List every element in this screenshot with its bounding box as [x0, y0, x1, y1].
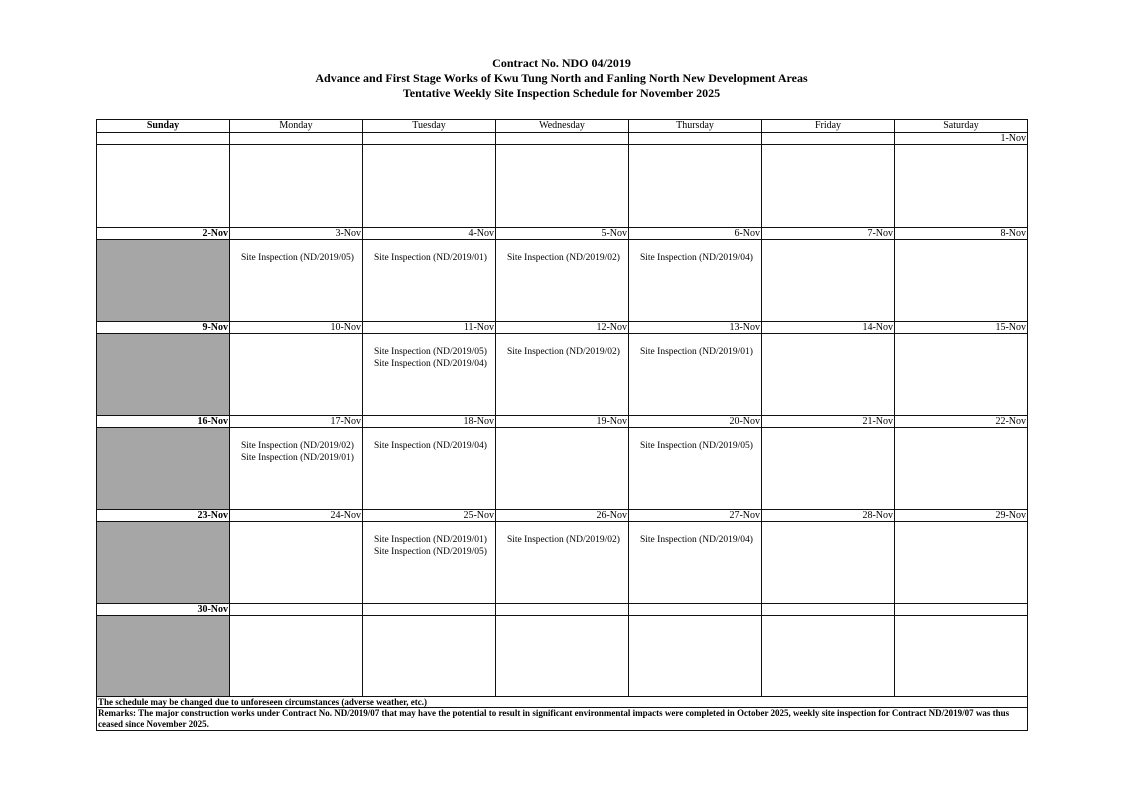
day-cell	[496, 145, 629, 228]
date-cell	[97, 133, 230, 145]
day-cell	[629, 145, 762, 228]
day-cell	[762, 240, 895, 322]
inspection-event: Site Inspection (ND/2019/04)	[640, 253, 753, 263]
day-cell	[496, 522, 629, 604]
day-cell	[230, 616, 363, 697]
date-cell: 10-Nov	[230, 322, 363, 334]
date-cell: 15-Nov	[895, 322, 1028, 334]
date-cell	[496, 133, 629, 145]
day-cell	[762, 428, 895, 510]
event-list	[629, 240, 761, 264]
day-cell	[363, 616, 496, 697]
date-cell	[230, 133, 363, 145]
weekday-header: Monday	[230, 120, 363, 133]
date-cell	[762, 604, 895, 616]
day-cell	[895, 428, 1028, 510]
event-list	[496, 522, 628, 546]
day-cell	[496, 616, 629, 697]
date-cell	[762, 133, 895, 145]
day-cell	[762, 522, 895, 604]
day-cell	[895, 616, 1028, 697]
calendar-table	[96, 119, 1028, 731]
date-cell: 5-Nov	[496, 228, 629, 240]
day-content-row	[97, 428, 1028, 510]
date-cell: 20-Nov	[629, 416, 762, 428]
sunday-shaded-cell	[97, 616, 230, 697]
sunday-shaded-cell	[97, 145, 230, 228]
date-cell: 19-Nov	[496, 416, 629, 428]
day-cell	[230, 428, 363, 510]
date-row	[97, 510, 1028, 522]
day-cell	[496, 334, 629, 416]
day-cell	[496, 240, 629, 322]
date-row	[97, 228, 1028, 240]
inspection-event: Site Inspection (ND/2019/02)	[507, 253, 620, 263]
sunday-shaded-cell	[97, 240, 230, 322]
date-cell: 18-Nov	[363, 416, 496, 428]
event-list	[363, 240, 495, 264]
date-cell: 1-Nov	[895, 133, 1028, 145]
day-cell	[363, 428, 496, 510]
weekday-header: Tuesday	[363, 120, 496, 133]
date-row	[97, 604, 1028, 616]
inspection-event: Site Inspection (ND/2019/04)	[374, 359, 487, 369]
inspection-event: Site Inspection (ND/2019/02)	[507, 535, 620, 545]
day-cell	[363, 522, 496, 604]
date-cell: 4-Nov	[363, 228, 496, 240]
day-content-row	[97, 145, 1028, 228]
inspection-event: Site Inspection (ND/2019/02)	[507, 347, 620, 357]
date-cell: 27-Nov	[629, 510, 762, 522]
event-list	[496, 240, 628, 264]
day-cell	[363, 240, 496, 322]
event-list	[629, 428, 761, 452]
date-cell: 28-Nov	[762, 510, 895, 522]
event-list	[363, 428, 495, 452]
day-cell	[230, 240, 363, 322]
remarks-row	[97, 708, 1028, 731]
sunday-shaded-cell	[97, 428, 230, 510]
day-cell	[363, 145, 496, 228]
day-cell	[230, 334, 363, 416]
event-list	[629, 522, 761, 546]
inspection-event: Site Inspection (ND/2019/01)	[374, 535, 487, 545]
day-cell	[230, 145, 363, 228]
date-cell	[496, 604, 629, 616]
day-cell	[496, 428, 629, 510]
event-list	[496, 334, 628, 358]
weekday-header: Friday	[762, 120, 895, 133]
event-list	[363, 522, 495, 558]
schedule-title: Tentative Weekly Site Inspection Schedule for November 2025	[402, 86, 721, 100]
day-cell	[762, 616, 895, 697]
contract-title: Contract No. NDO 04/2019	[492, 56, 631, 70]
date-cell: 2-Nov	[97, 228, 230, 240]
date-cell: 12-Nov	[496, 322, 629, 334]
date-cell: 26-Nov	[496, 510, 629, 522]
date-cell: 24-Nov	[230, 510, 363, 522]
day-cell	[363, 334, 496, 416]
date-cell: 30-Nov	[97, 604, 230, 616]
day-cell	[895, 240, 1028, 322]
date-row	[97, 322, 1028, 334]
date-cell: 9-Nov	[97, 322, 230, 334]
weekday-header-row	[97, 120, 1028, 133]
remarks-text: Remarks: The major construction works under Contract No. ND/2019/07 that may have the potential to result in significant environmental impacts were completed in October 2025, weekly site inspection for Contract ND/2019/07 was thus ceased since November 2025.	[97, 708, 1028, 731]
day-cell	[230, 522, 363, 604]
day-cell	[629, 428, 762, 510]
day-cell	[629, 334, 762, 416]
inspection-event: Site Inspection (ND/2019/01)	[241, 453, 354, 463]
date-cell: 13-Nov	[629, 322, 762, 334]
note-row	[97, 697, 1028, 708]
day-cell	[629, 522, 762, 604]
event-list	[629, 334, 761, 358]
date-cell: 22-Nov	[895, 416, 1028, 428]
weekday-header: Sunday	[97, 120, 230, 133]
sunday-shaded-cell	[97, 522, 230, 604]
day-content-row	[97, 240, 1028, 322]
date-cell: 17-Nov	[230, 416, 363, 428]
project-title: Advance and First Stage Works of Kwu Tung North and Fanling North New Development Areas	[315, 71, 808, 85]
date-cell: 21-Nov	[762, 416, 895, 428]
inspection-event: Site Inspection (ND/2019/05)	[374, 547, 487, 557]
weekday-header: Wednesday	[496, 120, 629, 133]
inspection-event: Site Inspection (ND/2019/01)	[374, 253, 487, 263]
inspection-event: Site Inspection (ND/2019/04)	[374, 441, 487, 451]
sunday-shaded-cell	[97, 334, 230, 416]
day-cell	[895, 334, 1028, 416]
date-cell: 8-Nov	[895, 228, 1028, 240]
date-cell	[363, 604, 496, 616]
date-cell: 7-Nov	[762, 228, 895, 240]
document-header	[0, 56, 1123, 101]
date-cell: 3-Nov	[230, 228, 363, 240]
date-cell: 25-Nov	[363, 510, 496, 522]
date-cell: 23-Nov	[97, 510, 230, 522]
day-cell	[629, 240, 762, 322]
date-cell	[629, 133, 762, 145]
event-list	[230, 428, 362, 464]
inspection-event: Site Inspection (ND/2019/02)	[241, 441, 354, 451]
weekday-header: Saturday	[895, 120, 1028, 133]
day-cell	[895, 522, 1028, 604]
inspection-event: Site Inspection (ND/2019/01)	[640, 347, 753, 357]
date-cell	[895, 604, 1028, 616]
day-content-row	[97, 522, 1028, 604]
day-cell	[762, 334, 895, 416]
date-cell: 29-Nov	[895, 510, 1028, 522]
weekday-header: Thursday	[629, 120, 762, 133]
date-cell: 14-Nov	[762, 322, 895, 334]
inspection-event: Site Inspection (ND/2019/05)	[374, 347, 487, 357]
inspection-event: Site Inspection (ND/2019/05)	[640, 441, 753, 451]
event-list	[363, 334, 495, 370]
date-cell	[363, 133, 496, 145]
inspection-event: Site Inspection (ND/2019/04)	[640, 535, 753, 545]
date-cell: 6-Nov	[629, 228, 762, 240]
date-cell	[230, 604, 363, 616]
date-cell: 16-Nov	[97, 416, 230, 428]
date-cell: 11-Nov	[363, 322, 496, 334]
date-cell	[629, 604, 762, 616]
date-row	[97, 416, 1028, 428]
date-row	[97, 133, 1028, 145]
inspection-event: Site Inspection (ND/2019/05)	[241, 253, 354, 263]
schedule-note: The schedule may be changed due to unforeseen circumstances (adverse weather, etc.)	[97, 697, 1028, 708]
day-cell	[629, 616, 762, 697]
day-content-row	[97, 616, 1028, 697]
day-cell	[762, 145, 895, 228]
event-list	[230, 240, 362, 264]
day-cell	[895, 145, 1028, 228]
day-content-row	[97, 334, 1028, 416]
